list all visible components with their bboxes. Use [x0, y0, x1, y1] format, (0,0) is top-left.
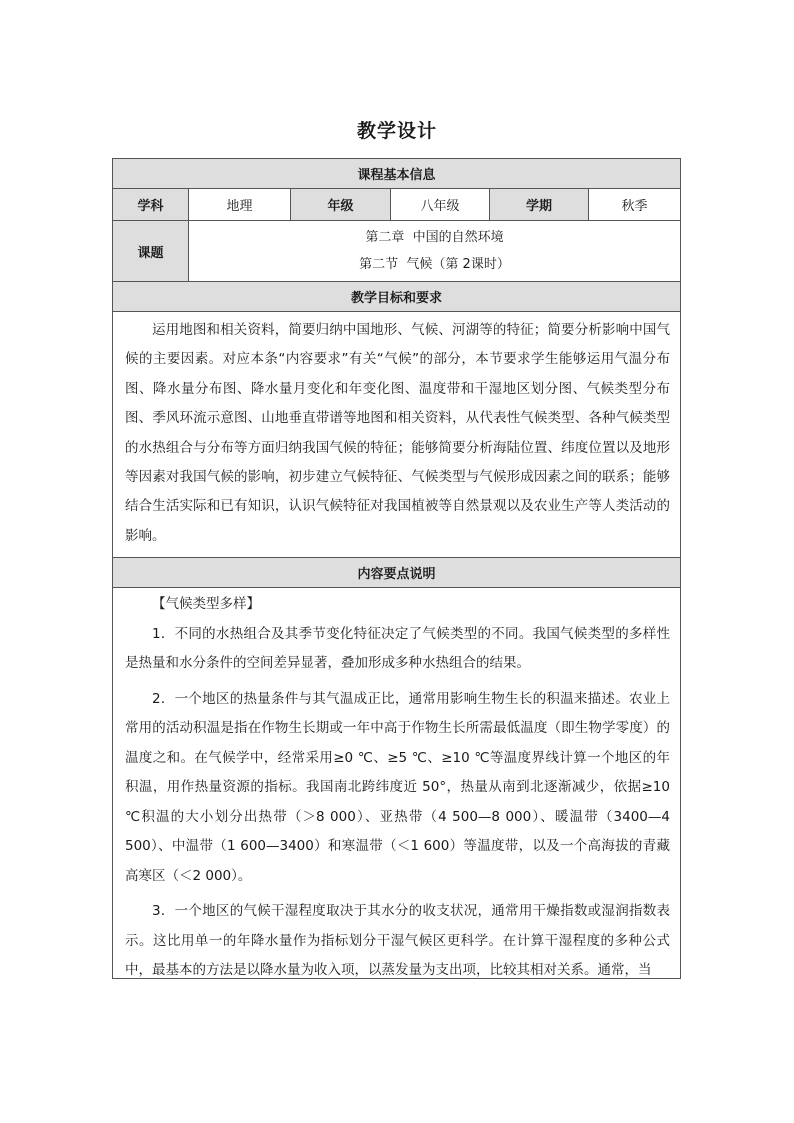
topic-label: 课题: [113, 221, 189, 281]
objectives-header: 教学目标和要求: [113, 282, 680, 312]
grade-label: 年级: [291, 189, 391, 220]
grade-value: 八年级: [391, 189, 490, 220]
term-value: 秋季: [621, 199, 648, 214]
topic-row: [113, 221, 680, 282]
content-body: [113, 588, 680, 978]
topic-section: 第二节 气候（第 2课时）: [359, 257, 510, 272]
objectives-paragraph: 运用地图和相关资料，简要归纳中国地形、气候、河湖等的特征；简要分析影响中国气候的主要因素。对应本条“内容要求”有关“气候”的部分，本节要求学生能够运用气温分布图、降水量分布图、降水量月变化和年变化图、温度带和干湿地区划分图、气候类型分布图、季风环流示意图、山地垂直带谱等地图和相关资料，从代表性气候类型、各种气候类型的水热组合与分布等方面归纳我国气候的特征；能够简要分析海陆位置、纬度位置以及地形等因素对我国气候的影响，初步建立气候特征、气候类型与气候形成因素之间的联系；能够结合生活实际和已有知识，认识气候特征对我国植被等自然景观以及农业生产等人类活动的影响。: [125, 322, 670, 544]
topic-value: [189, 221, 680, 281]
basic-info-header: 课程基本信息: [113, 159, 680, 189]
term-label: 学期: [490, 189, 589, 220]
content-paragraph-1: 1．不同的水热组合及其季节变化特征决定了气候类型的不同。我国气候类型的多样性是热量和水分条件的空间差异显著，叠加形成多种水热组合的结果。: [125, 625, 670, 672]
objectives-body: [113, 312, 680, 558]
info-row: [113, 189, 680, 221]
topic-chapter: 第二章 中国的自然环境: [365, 230, 504, 245]
lesson-design-table: [112, 158, 681, 979]
content-heading: 【气候类型多样】: [152, 596, 260, 613]
subject-value: 地理: [189, 189, 291, 220]
document-title: 教学设计: [356, 120, 437, 142]
content-header: 内容要点说明: [113, 558, 680, 588]
content-paragraph-2: 2．一个地区的热量条件与其气温成正比，通常用影响生物生长的积温来描述。农业上常用的活动积温是指在作物生长期或一年中高于作物生长所需最低温度（即生物学零度）的温度之和。在气候学中，经常采用≥0 ℃、≥5 ℃、≥10 ℃等温度界线计算一个地区的年积温，用作热量资源的指标。我国南北跨纬度近 50°，热量从南到北逐渐减少，依据≥10 ℃积温的大小划分出热带（＞8 000）、亚热带（4 500—8 000）、暖温带（3400—4 500）、中温带（1 600—3400）和寒温带（＜1 600）等温度带，以及一个高海拔的青藏高寒区（＜2 000）。: [125, 690, 670, 884]
subject-label: 学科: [113, 189, 189, 220]
content-paragraph-3: 3．一个地区的气候干湿程度取决于其水分的收支状况，通常用干燥指数或湿润指数表示。这比用单一的年降水量作为指标划分干湿气候区更科学。在计算干湿程度的多种公式中，最基本的方法是以降水量为收入项，以蒸发量为支出项，比较其相对关系。通常，当: [125, 903, 670, 979]
